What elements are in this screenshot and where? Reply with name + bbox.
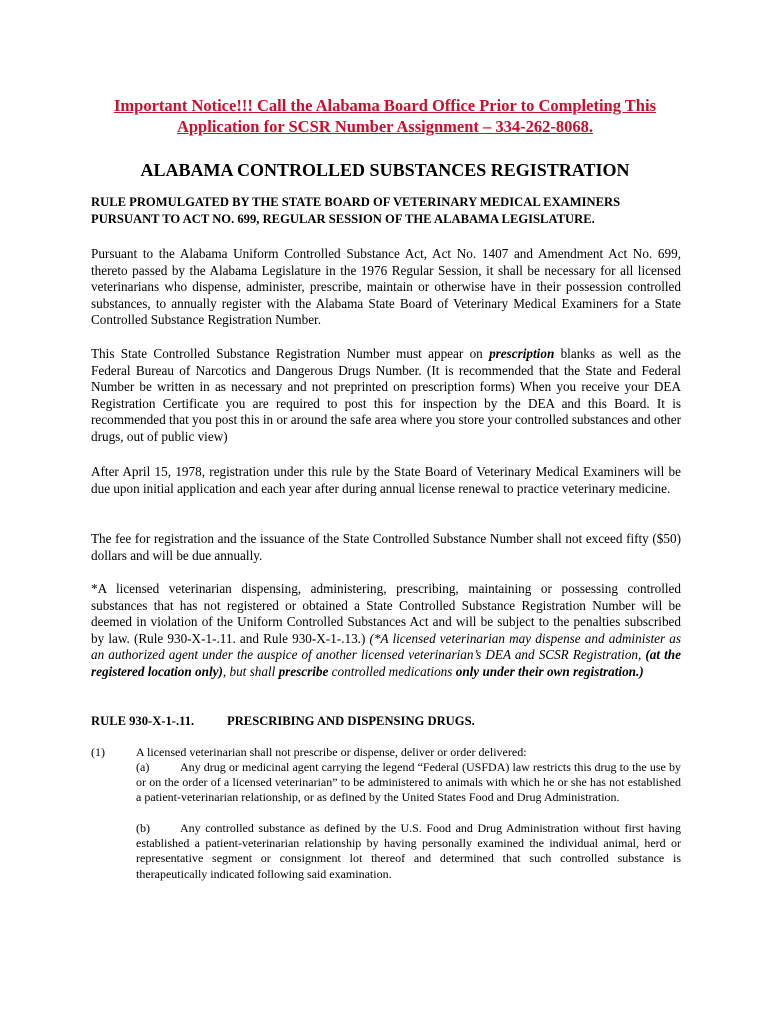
paragraph-registration-requirement: [91, 246, 681, 329]
prescription-emphasis: prescription: [489, 346, 555, 361]
list-item-intro: A licensed veterinarian shall not prescribe or dispense, deliver or order delivered:: [136, 745, 527, 759]
paragraph-violation: [91, 581, 681, 681]
paragraph-1-text: Pursuant to the Alabama Uniform Controlled Substance Act, Act No. 1407 and Amendment Act No. 699, thereto passed by the Alabama Legislature in the 1976 Regular Session, it shall be necessary for all licensed veterinarians who dispense, administer, prescribe, maintain or otherwise have in their possession controlled substances, to annually register with the Alabama State Board of Veterinary Medical Examiners for a State Controlled Substance Registration Number.: [91, 246, 681, 328]
sub-item-a-label: (a): [136, 760, 150, 774]
paragraph-4-text: The fee for registration and the issuance of the State Controlled Substance Number shall not exceed fifty ($50) dollars and will be due annually.: [91, 531, 681, 563]
paragraph-2-after: blanks as well as the Federal Bureau of Narcotics and Dangerous Drugs Number. (It is recommended that the State and Federal Number be written in as necessary and not preprinted on prescription forms) When you receive your DEA Registration Certificate you are required to post this for inspection by the DEA and this Board. It is recommended that you post this in or around the safe area where you store your controlled substances and other drugs, out of public view): [91, 346, 682, 444]
paragraph-2-before: This State Controlled Substance Registration Number must appear on: [91, 346, 490, 361]
sub-item-a-text: Any drug or medicinal agent carrying the legend “Federal (USFDA) law restricts this drug to the use by or on the order of a licensed veterinarian” to be administered to animals with which he or she has not established a patient-veterinarian relationship, or as defined by the United States Food and Drug Administration.: [136, 760, 681, 805]
paragraph-2-text: [91, 346, 681, 446]
notice-line-2: Application for SCSR Number Assignment – 334-262-8068.: [176, 117, 594, 136]
section-heading: [91, 713, 681, 729]
document-title: ALABAMA CONTROLLED SUBSTANCES REGISTRATION: [140, 160, 630, 180]
paragraph-due-date: [91, 464, 681, 497]
list-item-number: (1): [91, 745, 105, 759]
paragraph-5-italic-3: controlled medications: [328, 663, 456, 679]
important-notice: [80, 95, 690, 137]
rule-heading: [91, 194, 683, 228]
sub-item-b: [136, 821, 681, 882]
paragraph-5-italic-2: , but shall: [222, 663, 279, 679]
section-number: RULE 930-X-1-.11.: [91, 714, 195, 728]
sub-item-b-label: (b): [136, 821, 150, 835]
paragraph-fee: [91, 531, 681, 564]
paragraph-3-text: After April 15, 1978, registration under this rule by the State Board of Veterinary Medical Examiners will be due upon initial application and each year after during annual license renewal to practice veterinary medicine.: [91, 464, 681, 496]
paragraph-5-text: [91, 581, 681, 681]
paragraph-5-bold-italic-1: (at the registered location only): [91, 647, 681, 679]
paragraph-5-bold-italic-3: only under their own registration.): [455, 663, 644, 679]
section-title: PRESCRIBING AND DISPENSING DRUGS.: [227, 714, 475, 728]
paragraph-5-main: *A licensed veterinarian dispensing, administering, prescribing, maintaining or possessing controlled substances that has not registered or obtained a State Controlled Substance Registration Number will be deemed in violation of the Uniform Controlled Substances Act and will be subject to the penalties subscribed by law. (Rule 930-X-1-.11. and Rule 930-X-1-.13.): [91, 581, 681, 646]
sub-item-b-text: Any controlled substance as defined by the U.S. Food and Drug Administration without first having established a patient-veterinarian relationship by having personally examined the individual animal, herd or representative segment or consignment lot thereof and determined that such controlled substance is therapeutically indicated following said examination.: [136, 821, 681, 881]
sub-item-a: [136, 760, 681, 806]
paragraph-number-display: [91, 346, 681, 446]
rule-heading-line-2: PURSUANT TO ACT NO. 699, REGULAR SESSION OF THE ALABAMA LEGISLATURE.: [91, 212, 595, 226]
paragraph-5-bold-italic-2: prescribe: [278, 663, 329, 679]
notice-line-1: Important Notice!!! Call the Alabama Board Office Prior to Completing This: [113, 96, 656, 115]
paragraph-5-italic-1: (*A licensed veterinarian may dispense and administer as an authorized agent under the auspice of another licensed veterinarian’s DEA and SCSR Registration,: [91, 630, 681, 663]
rule-heading-line-1: RULE PROMULGATED BY THE STATE BOARD OF VETERINARY MEDICAL EXAMINERS: [91, 195, 621, 209]
